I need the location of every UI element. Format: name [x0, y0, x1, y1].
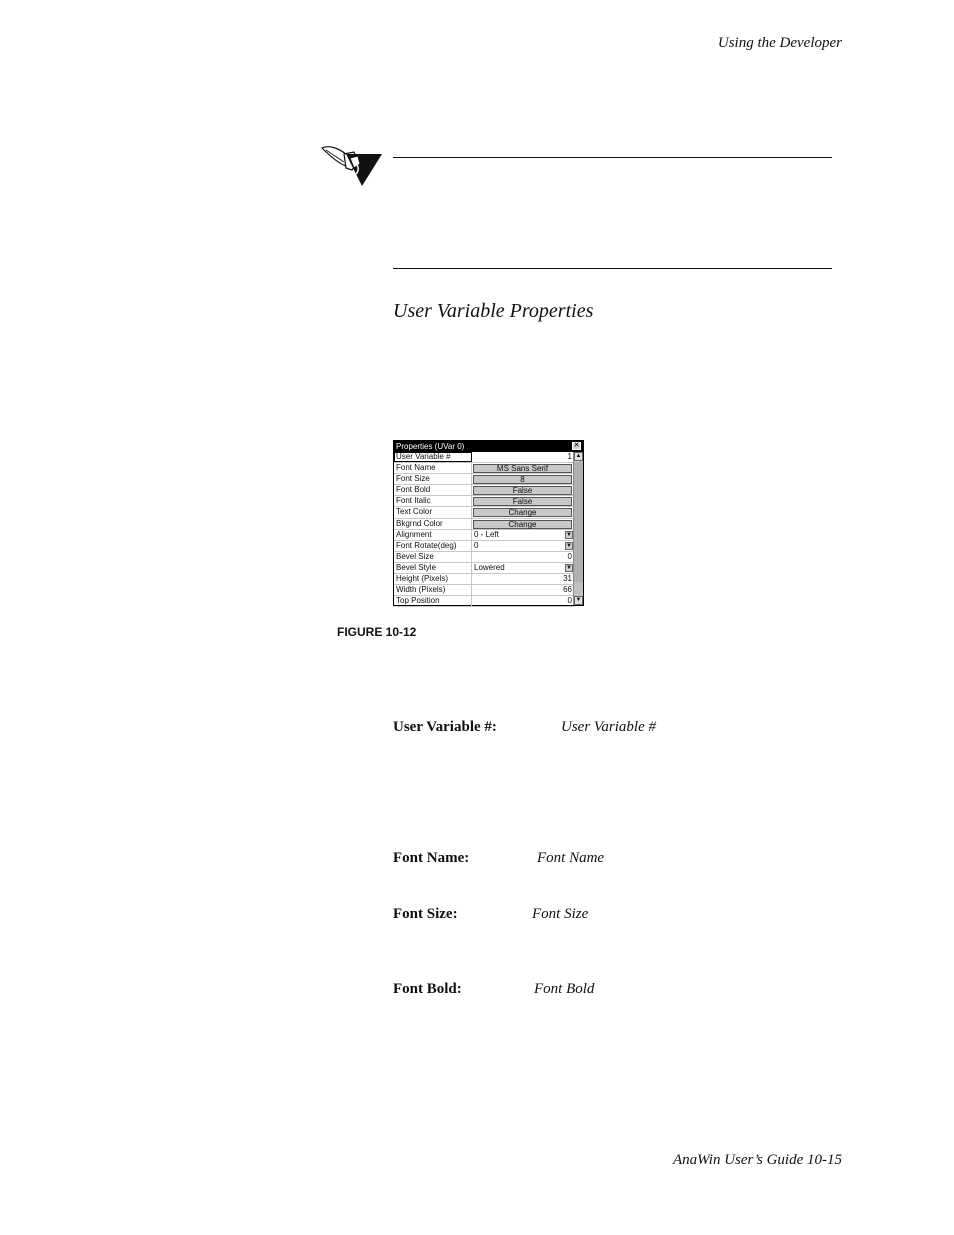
property-name: Bkgrnd Color — [394, 519, 472, 529]
property-name: Font Rotate(deg) — [394, 541, 472, 551]
property-value-text: 8 — [520, 475, 525, 485]
term-label-user-variable: User Variable #: — [393, 719, 497, 735]
property-row[interactable] — [394, 496, 574, 507]
property-value-button[interactable] — [473, 486, 572, 495]
property-name: Font Name — [394, 463, 472, 473]
property-row[interactable] — [394, 552, 574, 563]
property-value-text: MS Sans Serif — [496, 464, 549, 474]
property-grid — [394, 452, 574, 607]
note-top-rule — [393, 157, 832, 158]
property-value-text: Change — [508, 508, 537, 518]
section-title: User Variable Properties — [393, 300, 594, 322]
property-name: Top Position — [394, 596, 472, 606]
note-hand-icon — [320, 142, 384, 190]
property-row[interactable] — [394, 596, 574, 607]
property-name: Bevel Size — [394, 552, 472, 562]
property-value-button[interactable] — [473, 520, 572, 529]
property-value-text: 0 — [474, 540, 479, 550]
running-header: Using the Developer — [717, 35, 842, 51]
property-value-select[interactable] — [472, 530, 574, 540]
property-row[interactable] — [394, 541, 574, 552]
property-name: User Variable # — [394, 452, 472, 462]
property-value[interactable] — [472, 596, 574, 606]
property-value-text: Lowered — [474, 562, 505, 572]
property-row[interactable] — [394, 519, 574, 530]
properties-dialog — [393, 440, 584, 606]
property-value-text: 1 — [567, 452, 572, 461]
property-value-text: 66 — [563, 585, 572, 595]
property-name: Font Italic — [394, 496, 472, 506]
term-label-font-bold: Font Bold: — [393, 981, 462, 997]
term-italic-font-name: Font Name — [537, 850, 605, 866]
dialog-title: Properties (UVar 0) — [396, 442, 465, 451]
property-value[interactable] — [472, 452, 574, 462]
property-value-text: 0 — [567, 596, 572, 606]
property-value-select[interactable] — [472, 541, 574, 551]
page-footer: AnaWin User’s Guide 10-15 — [672, 1152, 842, 1168]
chevron-down-icon[interactable]: ▼ — [566, 531, 572, 538]
property-name: Text Color — [394, 507, 472, 517]
property-name: Bevel Style — [394, 563, 472, 573]
property-value[interactable] — [472, 552, 574, 562]
term-italic-font-size: Font Size — [532, 906, 589, 922]
scroll-up-icon[interactable]: ▲ — [575, 453, 582, 459]
chevron-down-icon[interactable]: ▼ — [566, 564, 572, 571]
property-value-button[interactable] — [473, 508, 572, 517]
property-value-button[interactable] — [473, 475, 572, 484]
dialog-titlebar[interactable] — [394, 441, 583, 452]
property-row[interactable] — [394, 530, 574, 541]
figure-label: FIGURE 10-12 — [337, 625, 417, 639]
term-label-font-size: Font Size: — [393, 906, 458, 922]
property-value[interactable] — [472, 585, 574, 595]
property-value[interactable] — [472, 574, 574, 584]
property-value-text: 31 — [563, 574, 572, 584]
property-name: Alignment — [394, 530, 472, 540]
property-value-text: False — [512, 497, 533, 507]
property-row[interactable] — [394, 485, 574, 496]
scroll-down-icon[interactable]: ▼ — [575, 597, 582, 603]
property-row[interactable] — [394, 563, 574, 574]
property-value-select[interactable] — [472, 563, 574, 573]
property-row[interactable] — [394, 463, 574, 474]
property-name: Height (Pixels) — [394, 574, 472, 584]
property-name: Font Size — [394, 474, 472, 484]
property-row[interactable] — [394, 585, 574, 596]
chevron-down-icon[interactable]: ▼ — [566, 542, 572, 549]
term-label-font-name: Font Name: — [393, 850, 470, 866]
close-icon[interactable]: ✕ — [573, 442, 580, 449]
vertical-scrollbar[interactable] — [573, 452, 583, 605]
property-row[interactable] — [394, 452, 574, 463]
property-value-text: 0 — [567, 551, 572, 561]
term-italic-user-variable: User Variable # — [561, 719, 656, 735]
property-value-button[interactable] — [473, 464, 572, 473]
property-row[interactable] — [394, 507, 574, 518]
property-row[interactable] — [394, 574, 574, 585]
term-italic-font-bold: Font Bold — [534, 981, 595, 997]
property-row[interactable] — [394, 474, 574, 485]
property-name: Width (Pixels) — [394, 585, 472, 595]
note-bottom-rule — [393, 268, 832, 269]
property-value-text: Change — [508, 519, 537, 529]
property-value-text: False — [512, 486, 533, 496]
scroll-thumb[interactable] — [574, 462, 583, 582]
property-name: Font Bold — [394, 485, 472, 495]
property-value-button[interactable] — [473, 497, 572, 506]
property-value-text: 0 - Left — [474, 529, 499, 539]
